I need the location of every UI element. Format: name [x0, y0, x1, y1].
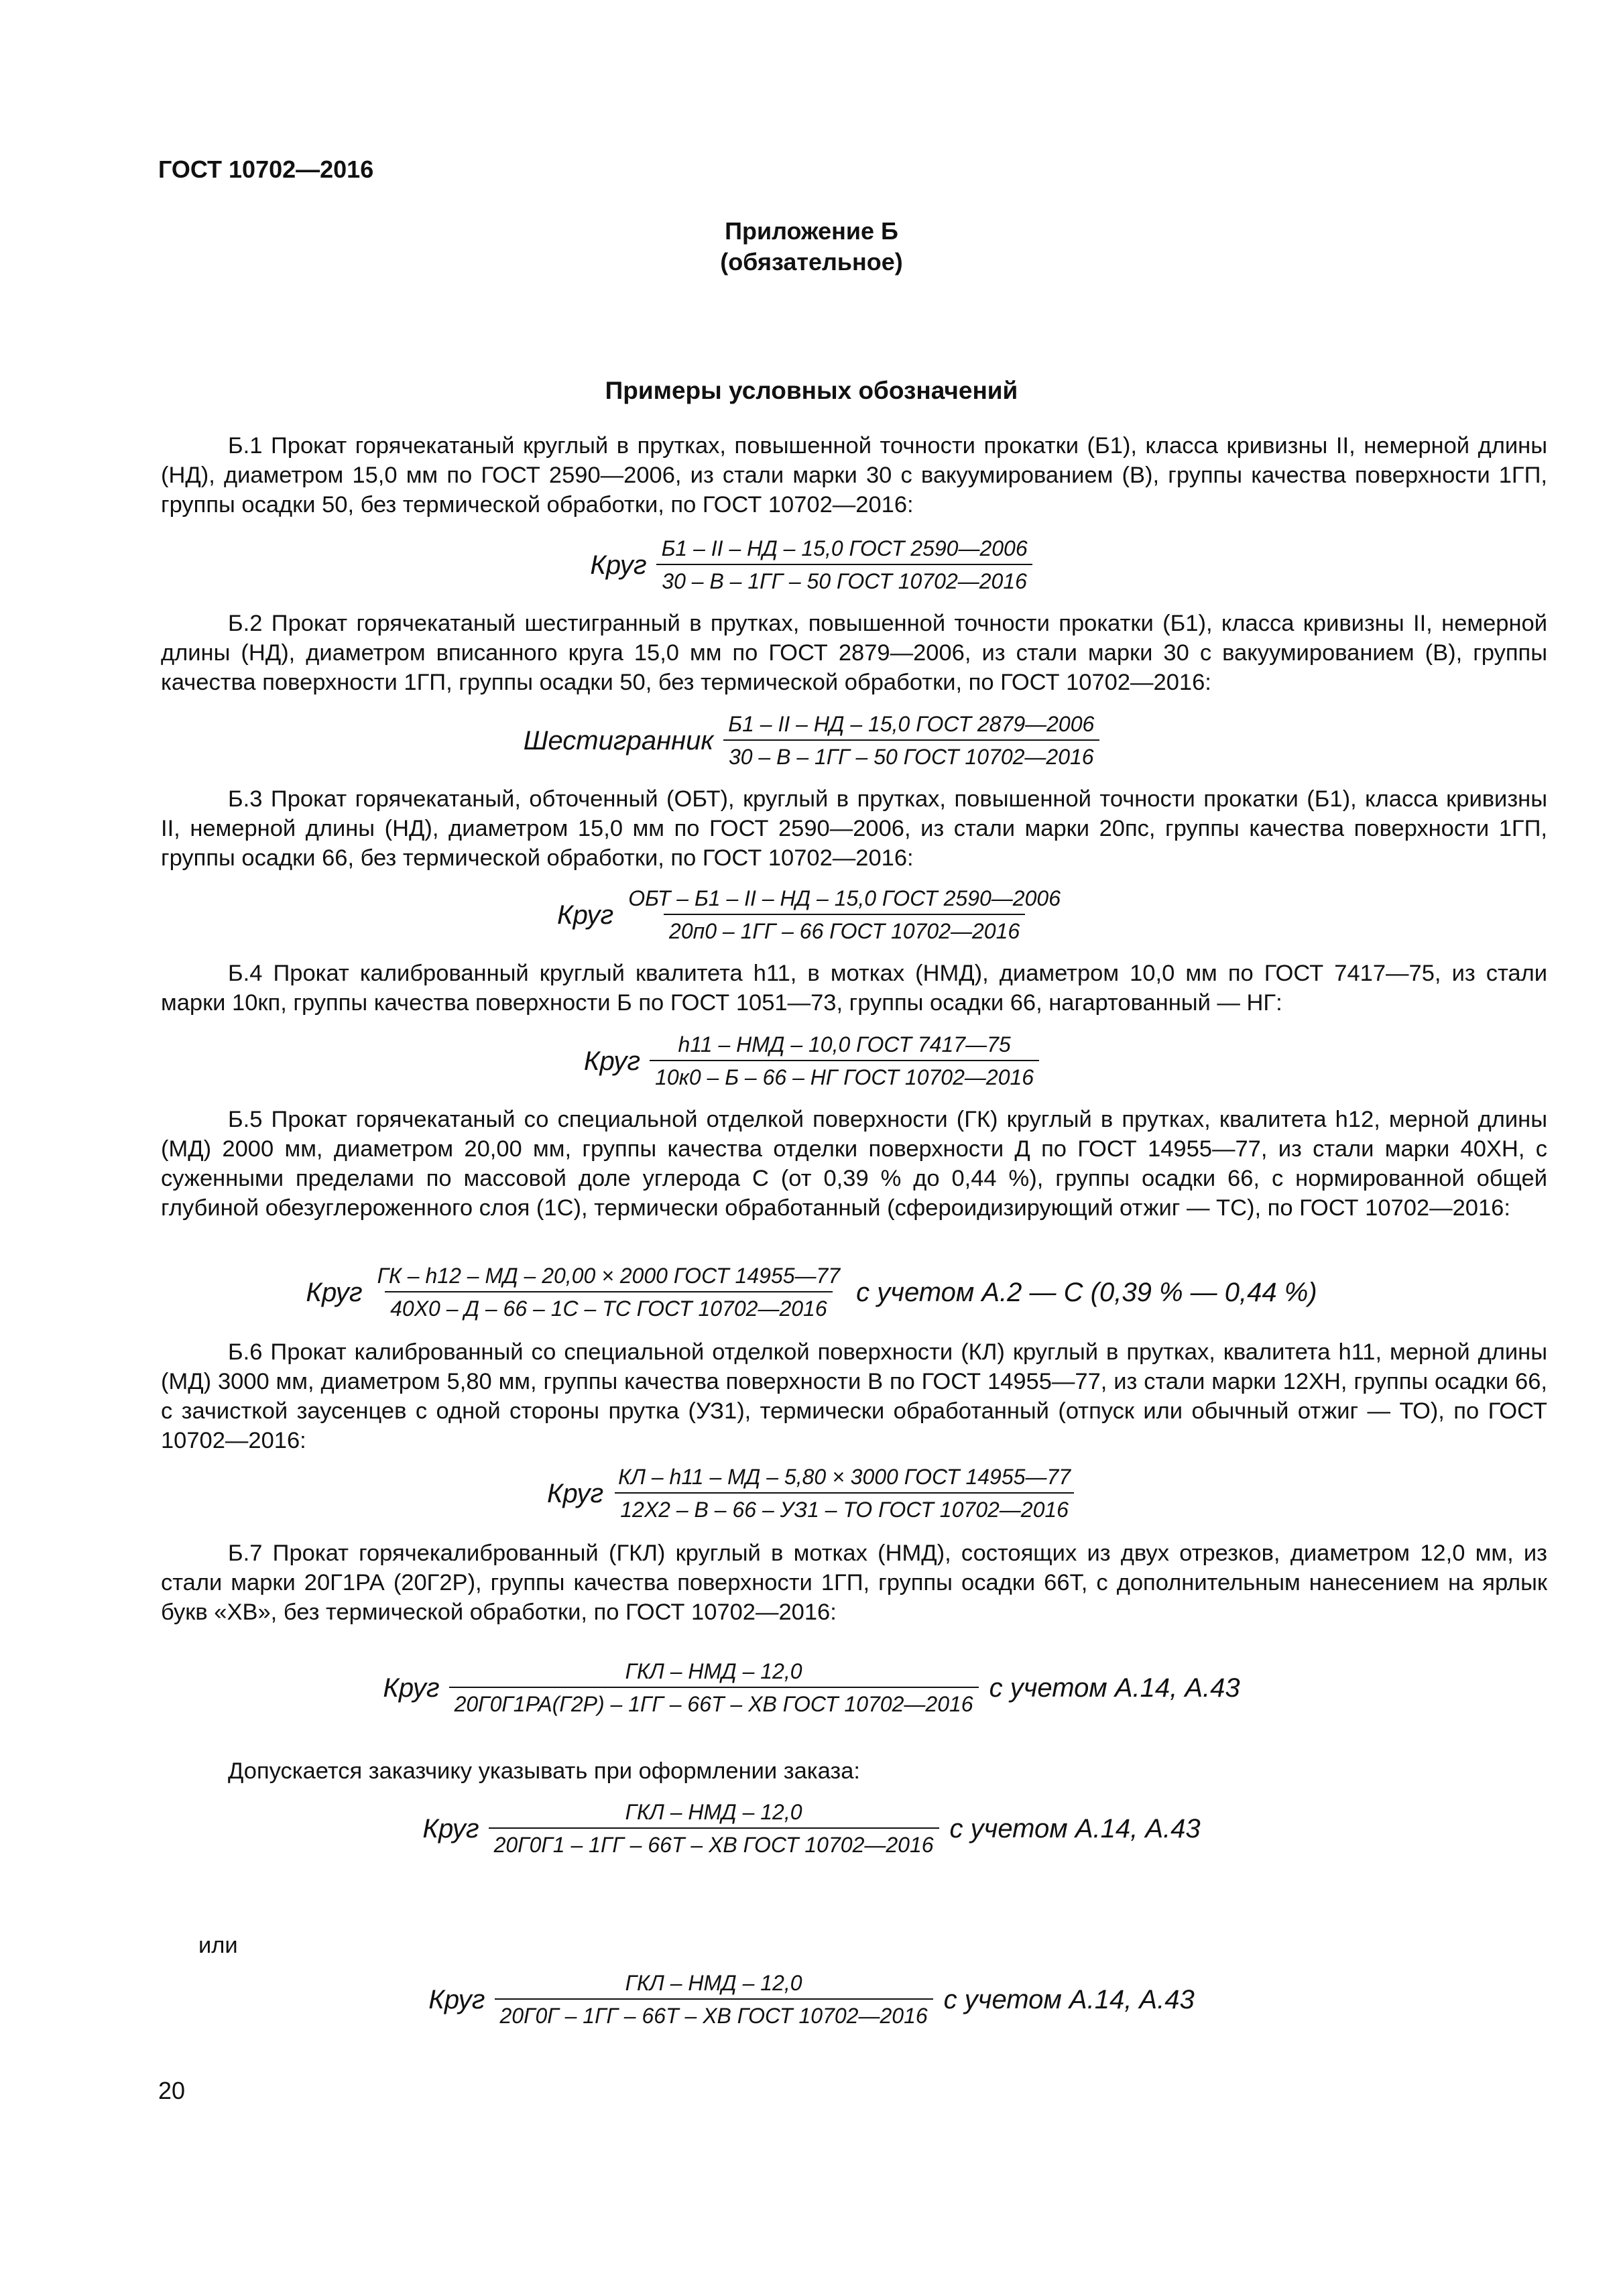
- formula-numerator: h11 – НМД – 10,0 ГОСТ 7417—75: [678, 1032, 1011, 1056]
- formula-note: с учетом А.14, А.43: [949, 1813, 1201, 1844]
- formula-denominator: 20Г0Г1 – 1ГГ – 66Т – ХВ ГОСТ 10702—2016: [489, 1827, 939, 1858]
- formula-numerator: ОБТ – Б1 – II – НД – 15,0 ГОСТ 2590—2006: [628, 886, 1061, 910]
- formula-b5: [0, 1264, 1623, 1321]
- formula-lead: Круг: [546, 1478, 604, 1508]
- formula-note-variant: [0, 1800, 1623, 1858]
- formula-b6: [0, 1465, 1623, 1522]
- appendix-header: [0, 216, 1623, 278]
- formula-numerator: КЛ – h11 – МД – 5,80 × 3000 ГОСТ 14955—77: [618, 1465, 1071, 1489]
- formula-denominator: 30 – В – 1ГГ – 50 ГОСТ 10702—2016: [656, 564, 1032, 594]
- formula-fraction: [650, 1032, 1039, 1090]
- paragraph-b6: Б.6 Прокат калиброванный со специальной отделкой поверхности (КЛ) круглый в прутках, квалитета h11, мерной длины (МД) 3000 мм, диаметром 5,80 мм, группы качества поверхности В по ГОСТ 14955—77, из стали марки 12ХН, группы осадки 66, с зачисткой заусенцев с одной стороны прутка (УЗ1), термически обработанный (отпуск или обычный отжиг — ТО), по ГОСТ 10702—2016:: [161, 1339, 1547, 1453]
- formula-lead: Круг: [557, 900, 614, 930]
- appendix-status: (обязательное): [720, 248, 903, 276]
- formula-numerator: ГКЛ – НМД – 12,0: [625, 1659, 802, 1683]
- formula-fraction: [372, 1264, 846, 1321]
- formula-fraction: [656, 536, 1033, 594]
- appendix-title: Приложение Б: [725, 217, 898, 245]
- page-number: 20: [158, 2077, 186, 2104]
- paragraph-b5: Б.5 Прокат горячекатаный со специальной отделкой поверхности (ГК) круглый в прутках, квалитета h12, мерной длины (МД) 2000 мм, диаметром 20,00 мм, группы качества отделки поверхности Д по ГОСТ 14955—77, из стали марки 40ХН, с суженными пределами по массовой доле углерода С (от 0,39 % до 0,44 %), группы осадки 66, с нормированной общей глубиной обезуглероженного слоя (1С), термически обработанный (сфероидизирующий отжиг — ТС), по ГОСТ 10702—2016:: [161, 1107, 1547, 1221]
- formula-fraction: [449, 1659, 979, 1717]
- formula-denominator: 12Х2 – В – 66 – УЗ1 – ТО ГОСТ 10702—2016: [615, 1492, 1074, 1522]
- formula-b2: [0, 712, 1623, 770]
- formula-b1: [0, 536, 1623, 594]
- paragraph-note: Допускается заказчику указывать при оформлении заказа:: [228, 1758, 861, 1784]
- paragraph-b7: Б.7 Прокат горячекалиброванный (ГКЛ) круглый в мотках (НМД), состоящих из двух отрезков, диаметром 12,0 мм, из стали марки 20Г1РА (20Г2Р), группы качества поверхности 1ГП, группы осадки 66Т, с дополнительным нанесением на ярлык букв «ХВ», без термической обработки, по ГОСТ 10702—2016:: [161, 1540, 1547, 1625]
- formula-note: с учетом А.2 — С (0,39 % — 0,44 %): [856, 1277, 1317, 1307]
- formula-fraction: [613, 1465, 1076, 1522]
- paragraph-b4: Б.4 Прокат калиброванный круглый квалитета h11, в мотках (НМД), диаметром 10,0 мм по ГОСТ 7417—75, из стали марки 10кп, группы качества поверхности Б по ГОСТ 1051—73, группы осадки 66, нагартованный — НГ:: [161, 961, 1547, 1016]
- formula-fraction: [489, 1800, 939, 1858]
- standard-code: ГОСТ 10702—2016: [158, 156, 374, 183]
- formula-fraction: [495, 1971, 933, 2029]
- formula-b3: [0, 886, 1623, 944]
- formula-lead: Круг: [422, 1813, 479, 1844]
- formula-fraction: [623, 886, 1066, 944]
- paragraph-b1: Б.1 Прокат горячекатаный круглый в прутках, повышенной точности прокатки (Б1), класса кривизны II, немерной длины (НД), диаметром 15,0 мм по ГОСТ 2590—2006, из стали марки 30 с вакуумированием (В), группы качества поверхности 1ГП, группы осадки 50, без термической обработки, по ГОСТ 10702—2016:: [161, 433, 1547, 518]
- formula-lead: Круг: [590, 550, 647, 580]
- or-word: или: [198, 1933, 238, 1958]
- formula-denominator: 30 – В – 1ГГ – 50 ГОСТ 10702—2016: [723, 739, 1099, 770]
- formula-numerator: ГКЛ – НМД – 12,0: [625, 1800, 802, 1824]
- formula-numerator: ГКЛ – НМД – 12,0: [625, 1971, 802, 1995]
- formula-lead: Круг: [583, 1046, 641, 1076]
- formula-b7: [0, 1659, 1623, 1717]
- formula-denominator: 20Г0Г1РА(Г2Р) – 1ГГ – 66Т – ХВ ГОСТ 10702—2016: [449, 1687, 979, 1717]
- formula-numerator: ГК – h12 – МД – 20,00 × 2000 ГОСТ 14955—77: [377, 1264, 841, 1288]
- formula-denominator: 40Х0 – Д – 66 – 1С – ТС ГОСТ 10702—2016: [385, 1291, 833, 1321]
- formula-alt-variant: [0, 1971, 1623, 2029]
- formula-denominator: 20п0 – 1ГГ – 66 ГОСТ 10702—2016: [664, 914, 1025, 944]
- formula-denominator: 10к0 – Б – 66 – НГ ГОСТ 10702—2016: [650, 1060, 1039, 1090]
- formula-note: с учетом А.14, А.43: [943, 1984, 1195, 2014]
- formula-b4: [0, 1032, 1623, 1090]
- formula-lead: Шестигранник: [523, 725, 714, 756]
- section-heading: Примеры условных обозначений: [605, 377, 1018, 404]
- formula-denominator: 20Г0Г – 1ГГ – 66Т – ХВ ГОСТ 10702—2016: [495, 1998, 933, 2029]
- formula-fraction: [723, 712, 1099, 770]
- formula-numerator: Б1 – II – НД – 15,0 ГОСТ 2590—2006: [661, 536, 1028, 560]
- formula-numerator: Б1 – II – НД – 15,0 ГОСТ 2879—2006: [728, 712, 1095, 736]
- formula-lead: Круг: [383, 1673, 440, 1703]
- formula-note: с учетом А.14, А.43: [989, 1673, 1240, 1703]
- paragraph-b3: Б.3 Прокат горячекатаный, обточенный (ОБТ), круглый в прутках, повышенной точности прокатки (Б1), класса кривизны II, немерной длины (НД), диаметром 15,0 мм по ГОСТ 2590—2006, из стали марки 20пс, группы качества поверхности 1ГП, группы осадки 66, без термической обработки, по ГОСТ 10702—2016:: [161, 786, 1547, 871]
- formula-lead: Круг: [428, 1984, 485, 2014]
- paragraph-b2: Б.2 Прокат горячекатаный шестигранный в прутках, повышенной точности прокатки (Б1), класса кривизны II, немерной длины (НД), диаметром вписанного круга 15,0 мм по ГОСТ 2879—2006, из стали марки 30 с вакуумированием (В), группы качества поверхности 1ГП, группы осадки 50, без термической обработки, по ГОСТ 10702—2016:: [161, 611, 1547, 695]
- formula-lead: Круг: [306, 1277, 363, 1307]
